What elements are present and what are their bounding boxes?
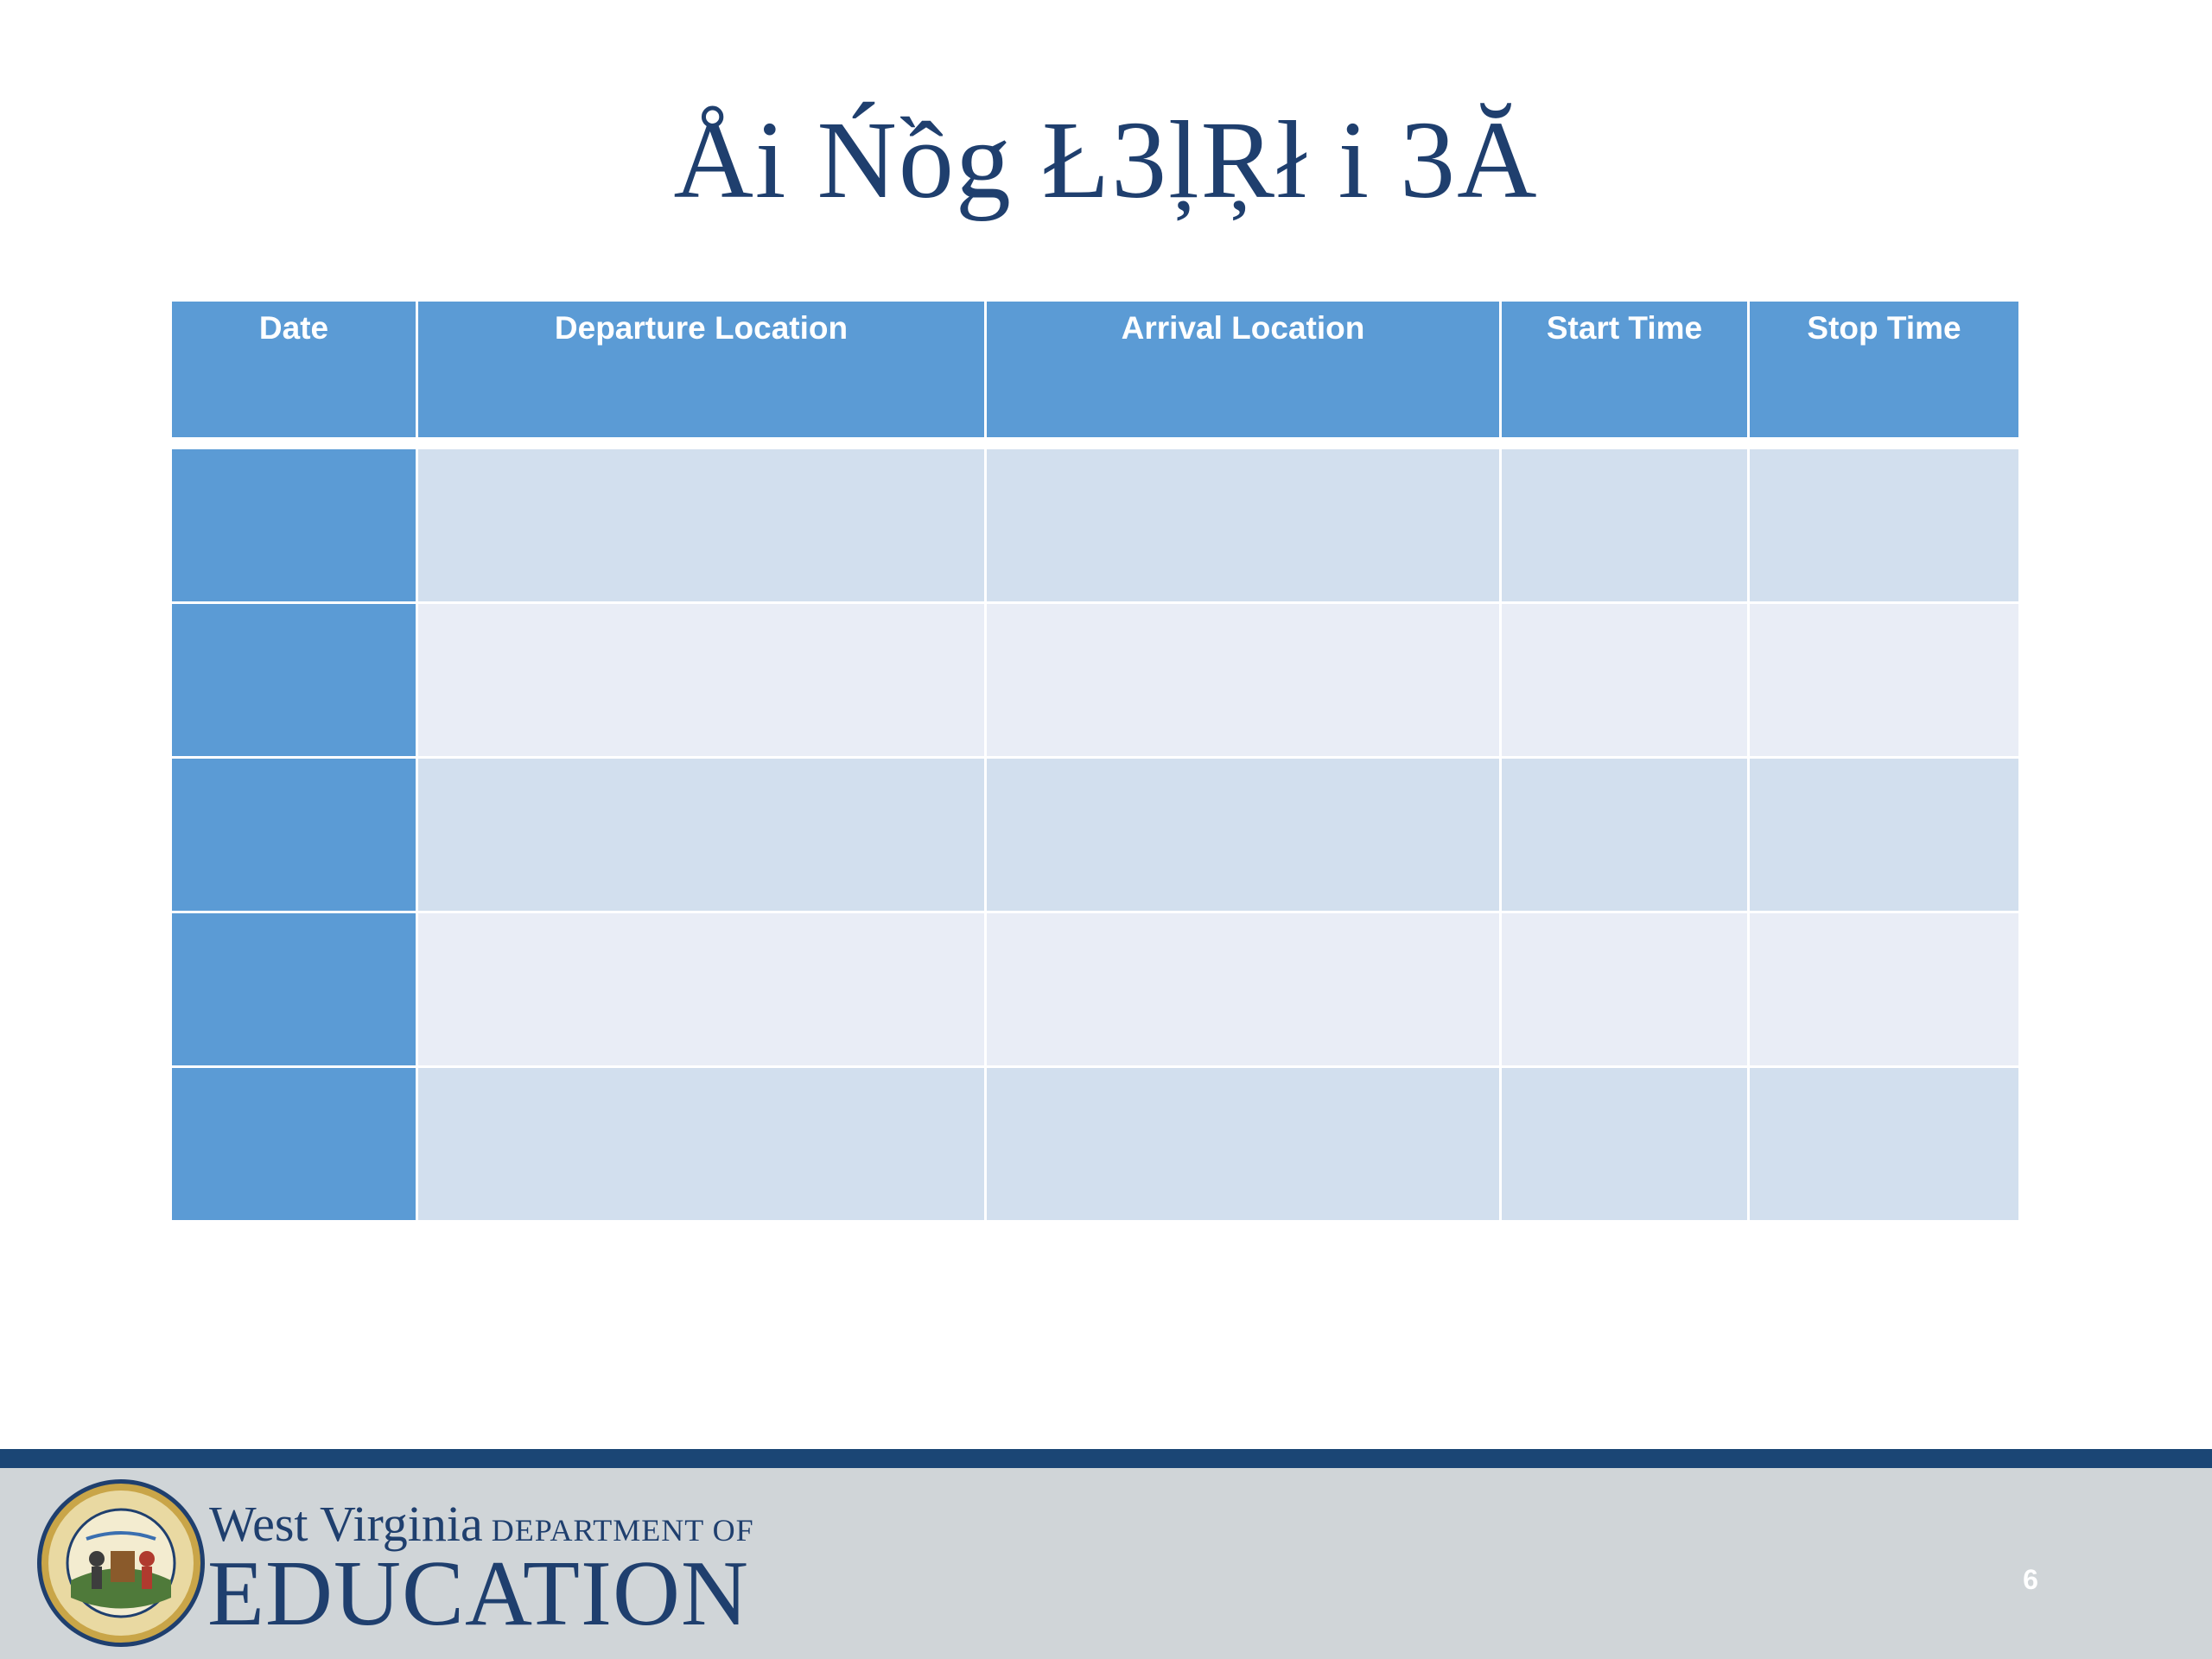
table-cell-arrival[interactable]	[986, 758, 1501, 912]
header-stop-time: Stop Time	[1749, 301, 2020, 439]
table-cell-departure[interactable]	[417, 603, 986, 758]
table-cell-arrival[interactable]	[986, 912, 1501, 1067]
table-cell-start-time[interactable]	[1501, 448, 1749, 603]
table-cell-stop-time[interactable]	[1749, 758, 2020, 912]
header-departure-location: Departure Location	[417, 301, 986, 439]
table-row	[171, 448, 2020, 603]
logo-wordmark-education: EDUCATION	[207, 1542, 749, 1645]
table-cell-stop-time[interactable]	[1749, 448, 2020, 603]
table-cell-start-time[interactable]	[1501, 603, 1749, 758]
table-cell-date[interactable]	[171, 1067, 417, 1222]
table-cell-stop-time[interactable]	[1749, 912, 2020, 1067]
table-cell-date[interactable]	[171, 448, 417, 603]
table-cell-departure[interactable]	[417, 448, 986, 603]
table-cell-departure[interactable]	[417, 1067, 986, 1222]
table-cell-stop-time[interactable]	[1749, 1067, 2020, 1222]
table-row	[171, 603, 2020, 758]
table-row	[171, 758, 2020, 912]
table-row	[171, 1067, 2020, 1222]
logo-department: DEPARTMENT OF	[491, 1513, 754, 1548]
header-start-time: Start Time	[1501, 301, 1749, 439]
table-cell-arrival[interactable]	[986, 1067, 1501, 1222]
table-cell-departure[interactable]	[417, 912, 986, 1067]
page-number: 6	[2023, 1564, 2038, 1595]
table-cell-start-time[interactable]	[1501, 1067, 1749, 1222]
footer-accent-band	[0, 1449, 2212, 1468]
header-date: Date	[171, 301, 417, 439]
table-cell-date[interactable]	[171, 758, 417, 912]
table-cell-date[interactable]	[171, 603, 417, 758]
table-cell-date[interactable]	[171, 912, 417, 1067]
trip-log-table	[169, 299, 2021, 1223]
slide-title: Åi Ńồg Ł3ļŖł i 3Ă	[673, 99, 1539, 221]
table-cell-stop-time[interactable]	[1749, 603, 2020, 758]
table-cell-arrival[interactable]	[986, 603, 1501, 758]
table-cell-start-time[interactable]	[1501, 912, 1749, 1067]
table-cell-start-time[interactable]	[1501, 758, 1749, 912]
table-cell-arrival[interactable]	[986, 448, 1501, 603]
header-gap	[171, 439, 2020, 448]
table-header-row	[171, 301, 2020, 439]
header-arrival-location: Arrival Location	[986, 301, 1501, 439]
table-row	[171, 912, 2020, 1067]
logo-state-name: West Virginia	[209, 1496, 483, 1552]
state-seal-icon	[35, 1477, 207, 1649]
table-cell-departure[interactable]	[417, 758, 986, 912]
